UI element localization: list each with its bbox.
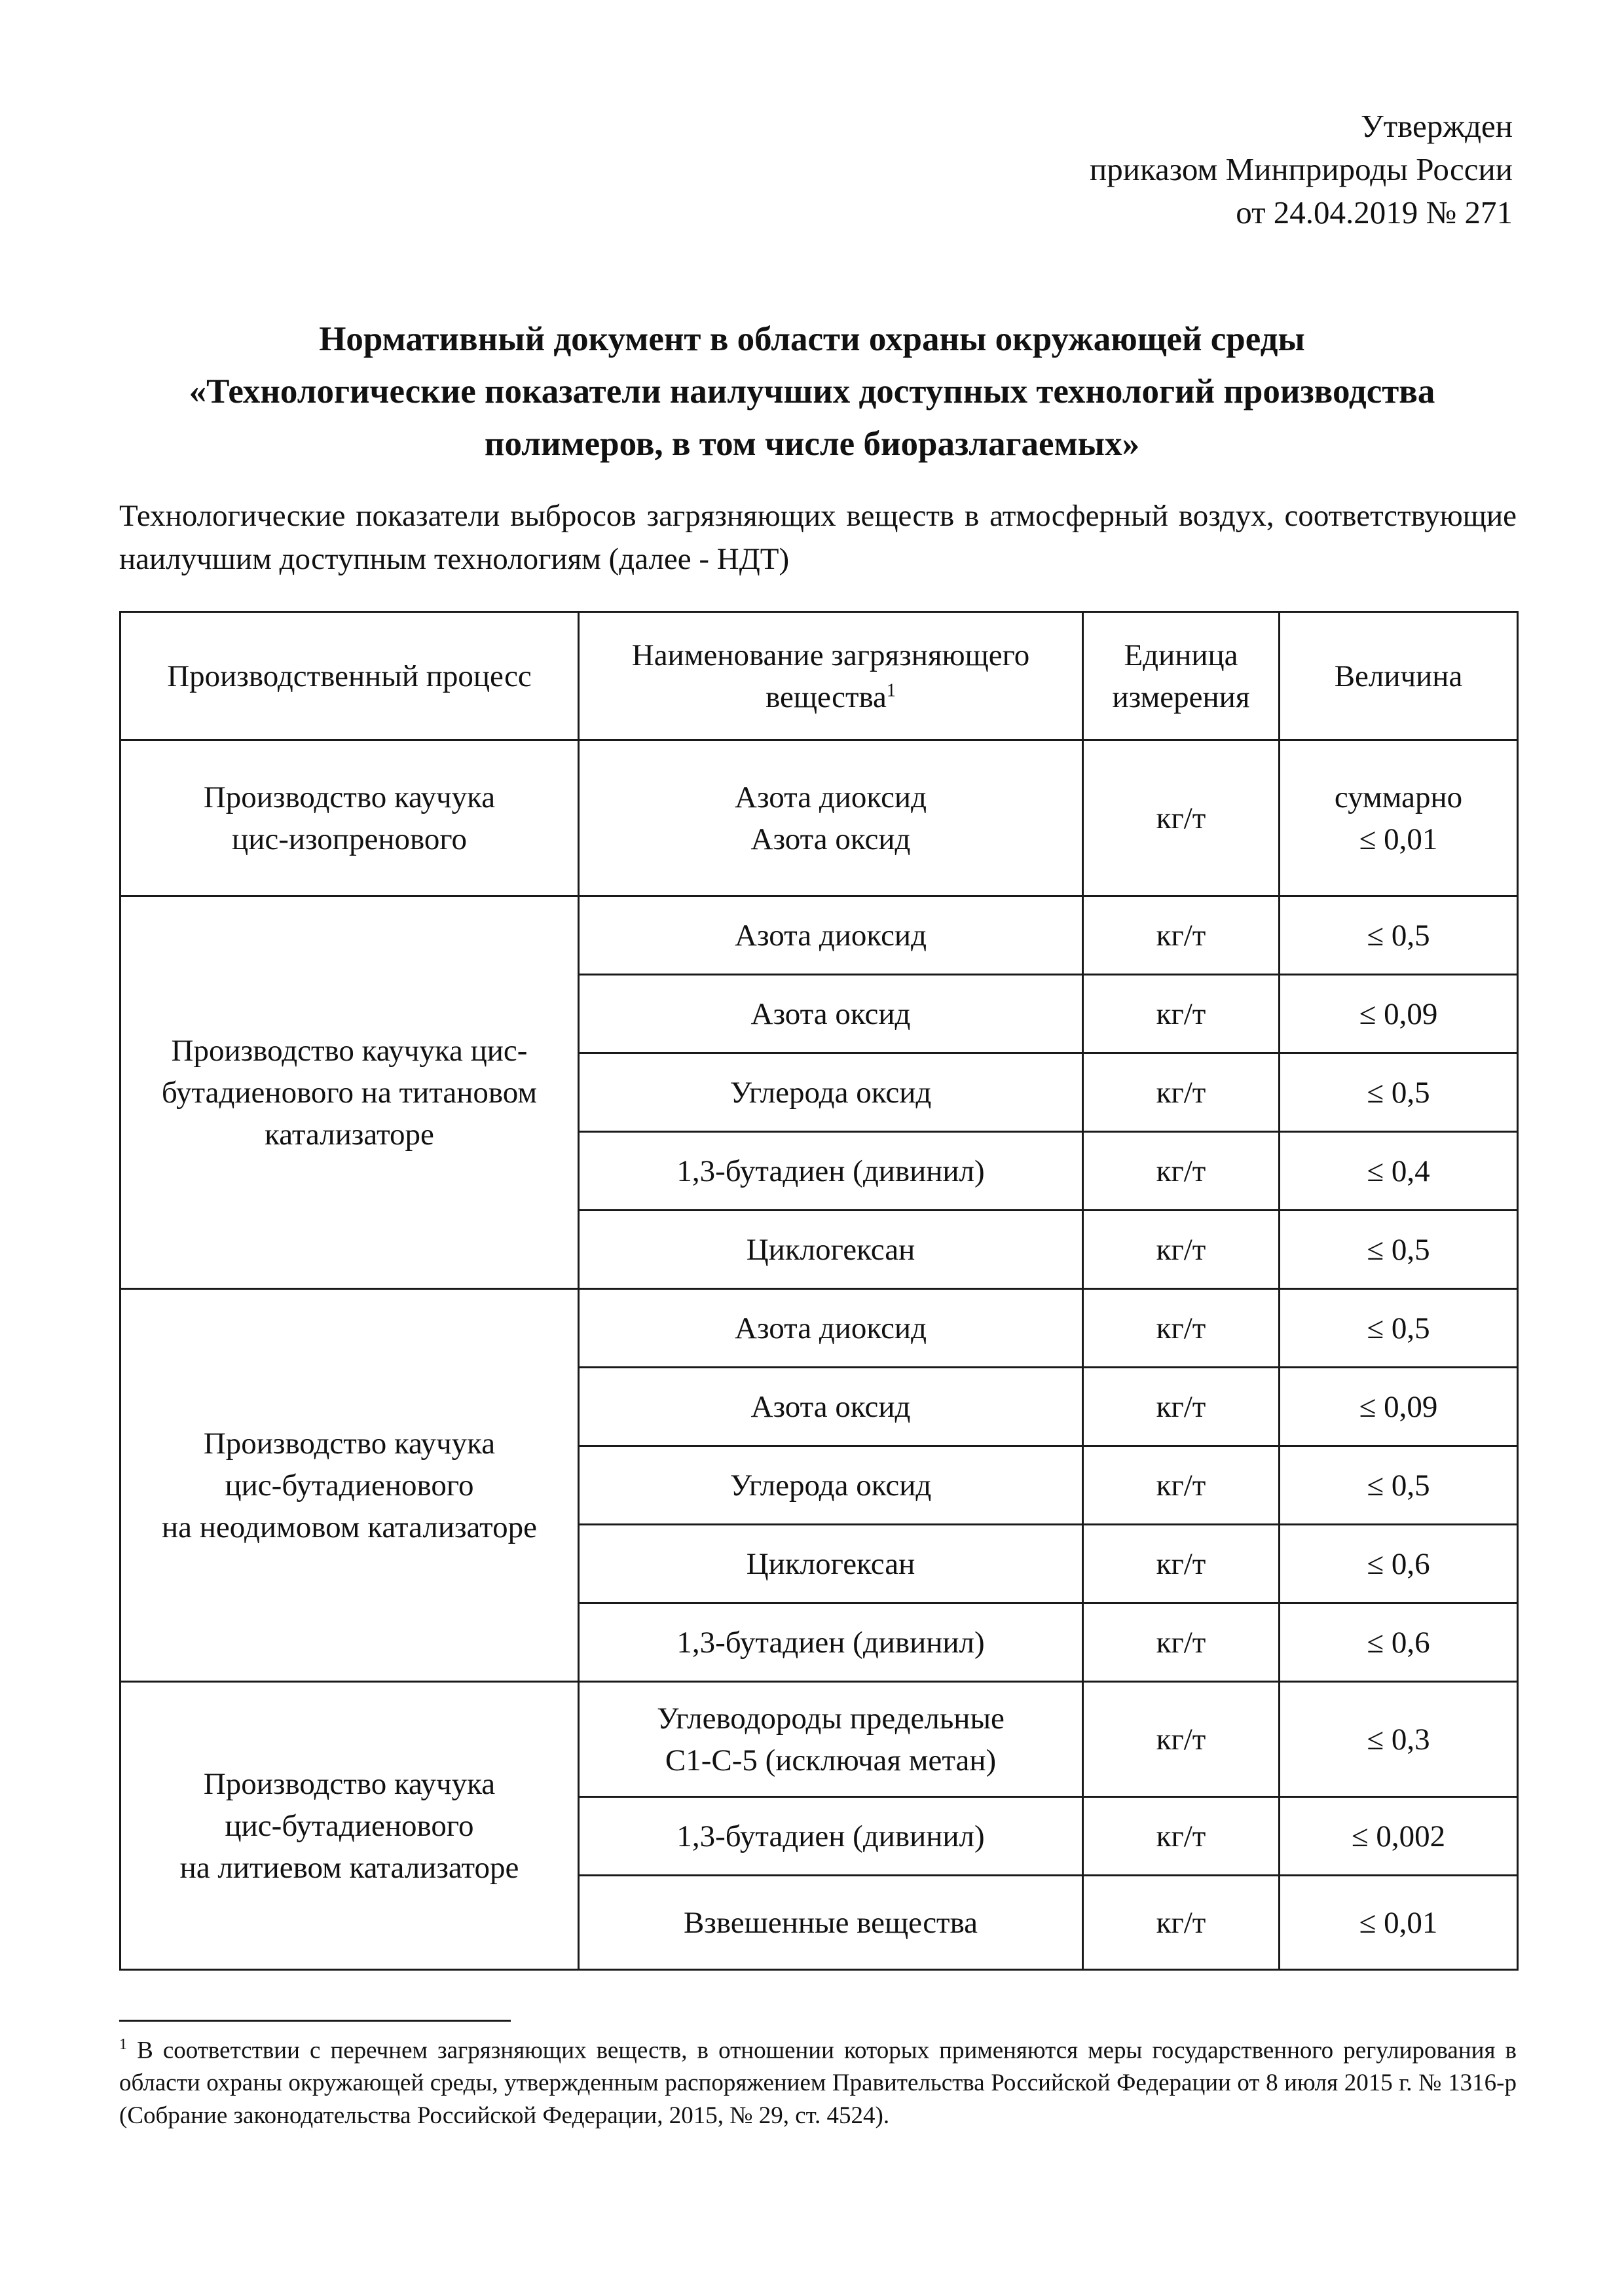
substance-cell xyxy=(579,1053,1083,1132)
value-line: ≤ 0,4 xyxy=(1367,1154,1430,1188)
unit-cell: кг/т xyxy=(1083,1525,1280,1603)
value-cell xyxy=(1280,1797,1518,1876)
substance-line: Углерода оксид xyxy=(729,1468,932,1503)
substance-cell xyxy=(579,1876,1083,1970)
value-line: суммарно xyxy=(1334,780,1463,814)
process-cell xyxy=(120,896,579,1289)
process-line: бутадиенового на титановом xyxy=(161,1075,538,1110)
approval-line: от 24.04.2019 № 271 xyxy=(1236,194,1513,230)
header-unit-line: измерения xyxy=(1112,680,1250,714)
header-substance-line: Наименование загрязняющего xyxy=(631,638,1030,672)
intro-paragraph: Технологические показатели выбросов загрязняющих веществ в атмосферный воздух, соответствующие наилучшим доступным технологиям (далее - НДТ) xyxy=(119,499,1517,576)
substance-cell xyxy=(579,1682,1083,1797)
substance-line: 1,3-бутадиен (дивинил) xyxy=(676,1819,985,1853)
unit-cell: кг/т xyxy=(1083,975,1280,1053)
value-line: ≤ 0,5 xyxy=(1367,1468,1430,1503)
substance-cell xyxy=(579,1797,1083,1876)
unit-cell: кг/т xyxy=(1083,1603,1280,1682)
table-row xyxy=(120,740,1518,896)
table-header-row xyxy=(120,612,1518,740)
substance-line: Азота диоксид xyxy=(735,1311,927,1345)
header-unit xyxy=(1083,612,1280,740)
substance-cell xyxy=(579,1211,1083,1289)
value-line: ≤ 0,01 xyxy=(1359,1905,1438,1940)
header-value: Величина xyxy=(1280,612,1518,740)
footnote-divider xyxy=(119,2020,511,2022)
substance-cell xyxy=(579,1132,1083,1211)
unit-cell: кг/т xyxy=(1083,896,1280,975)
value-cell xyxy=(1280,1603,1518,1682)
process-cell xyxy=(120,1682,579,1970)
value-cell xyxy=(1280,975,1518,1053)
approval-block xyxy=(1090,105,1513,234)
value-cell xyxy=(1280,1289,1518,1368)
approval-line: приказом Минприроды России xyxy=(1090,151,1513,187)
substance-cell xyxy=(579,1525,1083,1603)
table-row xyxy=(120,1289,1518,1368)
process-line: на литиевом катализаторе xyxy=(179,1850,519,1885)
substance-line: Азота оксид xyxy=(750,1389,911,1424)
title-line: полимеров, в том числе биоразлагаемых» xyxy=(484,425,1140,463)
unit-cell: кг/т xyxy=(1083,1132,1280,1211)
value-line: ≤ 0,5 xyxy=(1367,918,1430,953)
substance-cell xyxy=(579,1368,1083,1446)
table-body xyxy=(120,740,1518,1970)
substance-line: 1,3-бутадиен (дивинил) xyxy=(676,1154,985,1188)
table-row xyxy=(120,1682,1518,1797)
process-line: цис-изопренового xyxy=(232,822,467,856)
value-line: ≤ 0,3 xyxy=(1367,1722,1430,1757)
value-cell xyxy=(1280,1682,1518,1797)
header-substance-word: вещества xyxy=(766,680,887,714)
value-line: ≤ 0,01 xyxy=(1359,822,1438,856)
unit-cell: кг/т xyxy=(1083,1211,1280,1289)
unit-cell: кг/т xyxy=(1083,1876,1280,1970)
unit-cell: кг/т xyxy=(1083,1053,1280,1132)
footnote xyxy=(119,2028,1517,2132)
process-line: Производство каучука xyxy=(203,1766,496,1801)
footnote-mark: 1 xyxy=(119,2036,127,2053)
value-line: ≤ 0,09 xyxy=(1359,1389,1438,1424)
value-line: ≤ 0,5 xyxy=(1367,1075,1430,1110)
title-line: Нормативный документ в области охраны окружающей среды xyxy=(319,320,1305,358)
value-line: ≤ 0,6 xyxy=(1367,1546,1430,1581)
substance-cell xyxy=(579,1446,1083,1525)
substance-line: Азота оксид xyxy=(750,996,911,1031)
substance-cell xyxy=(579,740,1083,896)
unit-cell: кг/т xyxy=(1083,1446,1280,1525)
value-line: ≤ 0,002 xyxy=(1351,1819,1446,1853)
approval-line: Утвержден xyxy=(1361,108,1513,144)
process-line: катализаторе xyxy=(265,1117,434,1152)
value-cell xyxy=(1280,740,1518,896)
substance-cell xyxy=(579,975,1083,1053)
unit-cell: кг/т xyxy=(1083,740,1280,896)
document-title xyxy=(105,313,1519,470)
footnote-reference: 1 xyxy=(886,680,896,701)
unit-cell: кг/т xyxy=(1083,1368,1280,1446)
process-line: на неодимовом катализаторе xyxy=(162,1510,537,1544)
substance-line: Циклогексан xyxy=(746,1546,915,1581)
table-row xyxy=(120,896,1518,975)
substance-line: Циклогексан xyxy=(746,1232,915,1267)
header-process: Производственный процесс xyxy=(120,612,579,740)
process-cell xyxy=(120,1289,579,1682)
header-substance-line xyxy=(590,676,1071,718)
substance-line: Взвешенные вещества xyxy=(683,1905,978,1940)
value-cell xyxy=(1280,896,1518,975)
value-cell xyxy=(1280,1876,1518,1970)
substance-line: Углерода оксид xyxy=(729,1075,932,1110)
process-line: цис-бутадиенового xyxy=(225,1808,474,1843)
substance-line: Азота диоксид xyxy=(735,780,927,814)
unit-cell: кг/т xyxy=(1083,1289,1280,1368)
substance-cell xyxy=(579,1603,1083,1682)
substance-line: Азота диоксид xyxy=(735,918,927,953)
value-cell xyxy=(1280,1446,1518,1525)
process-line: цис-бутадиенового xyxy=(225,1468,474,1503)
title-line: «Технологические показатели наилучших доступных технологий производства xyxy=(189,373,1435,410)
substance-line: Углеводороды предельные xyxy=(657,1701,1005,1736)
header-substance xyxy=(579,612,1083,740)
value-cell xyxy=(1280,1368,1518,1446)
unit-cell: кг/т xyxy=(1083,1682,1280,1797)
value-line: ≤ 0,6 xyxy=(1367,1625,1430,1660)
process-cell xyxy=(120,740,579,896)
substance-cell xyxy=(579,896,1083,975)
process-line: Производство каучука цис- xyxy=(171,1033,528,1068)
substance-cell xyxy=(579,1289,1083,1368)
value-line: ≤ 0,09 xyxy=(1359,996,1438,1031)
value-cell xyxy=(1280,1211,1518,1289)
value-line: ≤ 0,5 xyxy=(1367,1232,1430,1267)
unit-cell: кг/т xyxy=(1083,1797,1280,1876)
emissions-table xyxy=(119,611,1519,1971)
header-unit-line: Единица xyxy=(1124,638,1238,672)
value-line: ≤ 0,5 xyxy=(1367,1311,1430,1345)
value-cell xyxy=(1280,1525,1518,1603)
substance-line: С1-С-5 (исключая метан) xyxy=(665,1743,997,1777)
substance-line: 1,3-бутадиен (дивинил) xyxy=(676,1625,985,1660)
footnote-text: В соответствии с перечнем загрязняющих веществ, в отношении которых применяются меры государственного регулирования в области охраны окружающей среды, утвержденным распоряжением Правительства Российской Федерации от 8 июля 2015 г. № 1316-р (Собрание законодательства Российской Федерации, 2015, № 29, ст. 4524). xyxy=(119,2037,1517,2130)
process-line: Производство каучука xyxy=(203,780,496,814)
value-cell xyxy=(1280,1053,1518,1132)
substance-line: Азота оксид xyxy=(750,822,911,856)
process-line: Производство каучука xyxy=(203,1426,496,1461)
value-cell xyxy=(1280,1132,1518,1211)
